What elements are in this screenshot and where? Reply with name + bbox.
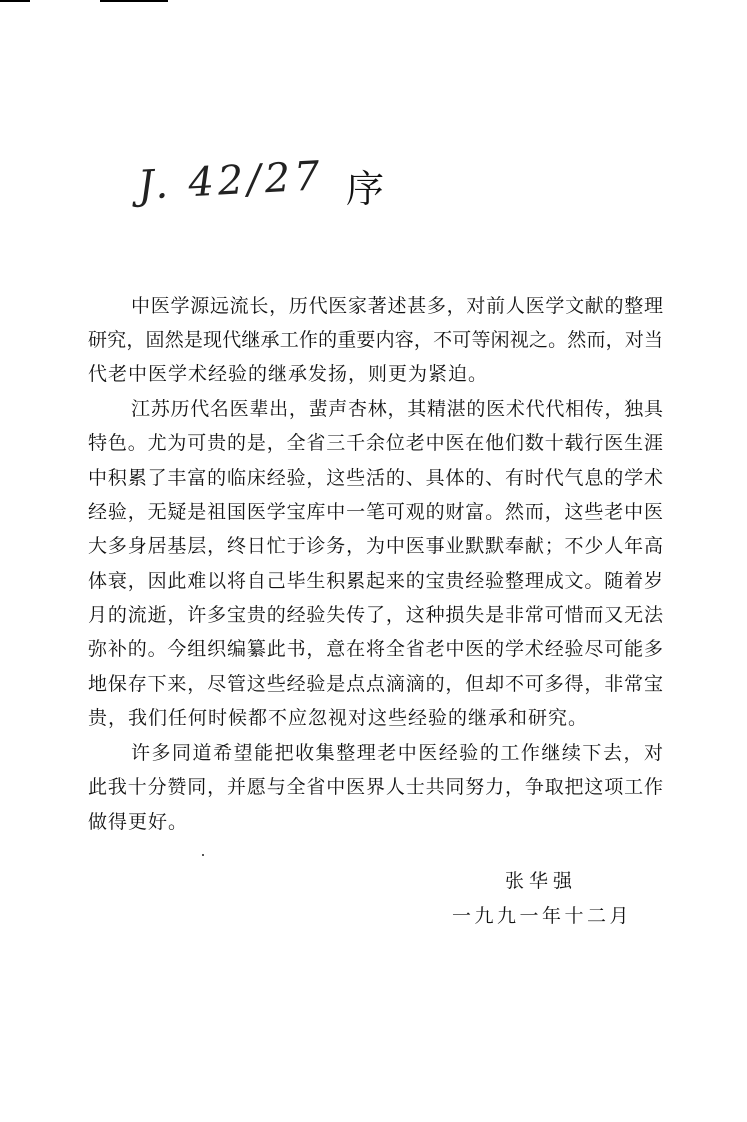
handwritten-annotation: J. 42/27 [136, 153, 325, 209]
text-line: 特色。尤为可贵的是，全省三千余位老中医在他们数十载行医生涯 [88, 432, 663, 454]
text-line: 中积累了丰富的临床经验，这些活的、具体的、有时代气息的学术 [88, 467, 663, 489]
text-line: 体衰，因此难以将自己毕生积累起来的宝贵经验整理成文。随着岁 [88, 570, 663, 592]
text-line: 研究，固然是现代继承工作的重要内容，不可等闲视之。然而，对当 [88, 329, 663, 351]
text-line: 月的流逝，许多宝贵的经验失传了，这种损失是非常可惜而又无法 [88, 604, 663, 626]
text-line: 江苏历代名医辈出，蜚声杏林，其精湛的医术代代相传，独具 [131, 398, 663, 420]
signature-date: 一九九一年十二月 [452, 905, 633, 927]
scan-speck [202, 854, 204, 856]
text-line: 中医学源远流长，历代医家著述甚多，对前人医学文献的整理 [131, 295, 663, 317]
text-line: 贵，我们任何时候都不应忽视对这些经验的继承和研究。 [88, 707, 589, 729]
text-line: 弥补的。今组织编纂此书，意在将全省老中医的学术经验尽可能多 [88, 638, 663, 660]
text-line: 大多身居基层，终日忙于诊务，为中医事业默默奉献；不少人年高 [88, 535, 663, 557]
page-title: 序 [346, 167, 385, 211]
scan-edge-mark [0, 0, 30, 2]
signature-name: 张华强 [505, 870, 578, 892]
text-line: 经验，无疑是祖国医学宝库中一笔可观的财富。然而，这些老中医 [88, 501, 663, 523]
scan-edge-mark [100, 0, 168, 2]
text-line: 许多同道希望能把收集整理老中医经验的工作继续下去，对 [131, 742, 663, 764]
text-line: 做得更好。 [88, 811, 189, 833]
text-line: 代老中医学术经验的继承发扬，则更为紧迫。 [88, 363, 489, 385]
text-line: 此我十分赞同，并愿与全省中医界人士共同努力，争取把这项工作 [88, 776, 663, 798]
text-line: 地保存下来，尽管这些经验是点点滴滴的，但却不可多得，非常宝 [88, 673, 663, 695]
